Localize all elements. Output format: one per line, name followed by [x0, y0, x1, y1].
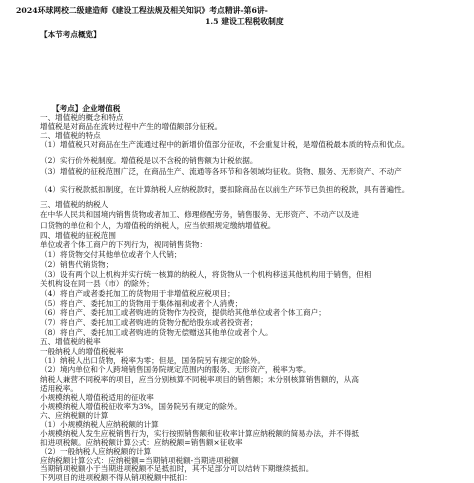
line-4: （2）实行价外税制度。增值税是以不含税的销售额为计税依据。	[40, 156, 258, 165]
line-14: （3）设有两个以上机构并实行统一核算的纳税人，将货物从一个机构移送其他机构用于销售，但相	[40, 270, 372, 279]
section-overview: 【本节考点概览】	[40, 30, 101, 39]
line-33: （2）一般纳税人应纳税额的计算	[40, 447, 152, 456]
line-12: （1）将货物交付其他单位或者个人代销；	[40, 250, 182, 259]
line-28: 小规模纳税人增值税征收率为3%，国务院另有规定的除外。	[40, 402, 242, 411]
line-17: （5）将自产、委托加工的货物用于集体福利或者个人消费；	[40, 299, 243, 308]
line-20: （8）将自产、委托加工或者购进的货物无偿赠送其他单位或者个人。	[40, 328, 273, 337]
doc-title-line2: 1.5 建设工程税收制度	[205, 17, 284, 26]
line-7: 三、增值税的纳税人	[40, 200, 109, 209]
line-3: （1）增值税只对商品在生产流通过程中的新增价值部分征收，不会重复计税，是增值税最本质的特点和优点。	[40, 140, 410, 149]
line-2: 二、增值税的特点	[40, 131, 101, 140]
line-29: 六、应纳税额的计算	[40, 411, 109, 420]
line-11: 单位或者个体工商户的下列行为，视同销售货物：	[40, 240, 208, 249]
line-5: （3）增值税的征税范围广泛，在商品生产、流通等各环节和各领域均征收。货物、服务、无形资产、不动产	[40, 167, 402, 176]
line-1: 增值税是对商品在流转过程中产生的增值额部分征税。	[40, 122, 223, 131]
kp-header: 【考点】企业增值税	[52, 104, 121, 113]
line-22: 一般纳税人的增值税税率	[40, 347, 124, 356]
line-9: 口货物的单位和个人，为增值税的纳税人，应当依照规定缴纳增值税。	[40, 221, 276, 230]
line-27: 小规模纳税人增值税适用的征收率	[40, 393, 154, 402]
line-34: 应纳税额计算公式：应纳税额=当期销项税额-当期进项税额	[40, 456, 239, 465]
line-21: 五、增值税的税率	[40, 337, 101, 346]
line-10: 四、增值税的征税范围	[40, 231, 116, 240]
line-16: （4）将自产或者委托加工的货物用于非增值税应税项目；	[40, 289, 235, 298]
line-32: 扣进项税额。应纳税额计算公式：应纳税额=销售额×征收率	[40, 438, 243, 447]
line-26: 适用税率。	[40, 384, 78, 393]
line-23: （1）纳税人出口货物，税率为零；但是，国务院另有规定的除外。	[40, 356, 266, 365]
line-30: （1）小规模纳税人应纳税额的计算	[40, 420, 159, 429]
line-19: （7）将自产、委托加工或者购进的货物分配给股东或者投资者；	[40, 318, 258, 327]
line-25: 纳税人兼营不同税率的项目，应当分别核算不同税率项目的销售额；未分别核算销售额的，从高	[40, 375, 359, 384]
line-18: （6）将自产、委托加工或者购进的货物作为投资，提供给其他单位或者个体工商户；	[40, 308, 326, 317]
line-24: （2）境内单位和个人跨境销售国务院规定范围内的服务、无形资产，税率为零。	[40, 365, 311, 374]
line-15: 关机构设在同一县（市）的除外；	[40, 279, 154, 288]
line-31: 小规模纳税人发生应税销售行为，实行按照销售额和征收率计算应纳税额的简易办法，并不得抵	[40, 429, 359, 438]
line-8: 在中华人民共和国境内销售货物或者加工、修理修配劳务，销售服务、无形资产、不动产以及进	[40, 210, 359, 219]
line-35: 当期销项税额小于当期进项税额不足抵扣时，其不足部分可以结转下期继续抵扣。	[40, 464, 314, 473]
doc-title-line1: 2024环球网校二级建造师《建设工程法规及相关知识》考点精讲-第6讲-	[16, 6, 268, 15]
line-6: （4）实行税款抵扣制度，在计算纳税人应纳税款时，要扣除商品在以前生产环节已负担的税款，具有普遍性。	[40, 185, 410, 194]
line-13: （2）销售代销货物；	[40, 260, 114, 269]
line-36: 下列项目的进项税额不得从销项税额中抵扣：	[40, 473, 192, 482]
line-0: 一、增值税的概念和特点	[40, 113, 124, 122]
